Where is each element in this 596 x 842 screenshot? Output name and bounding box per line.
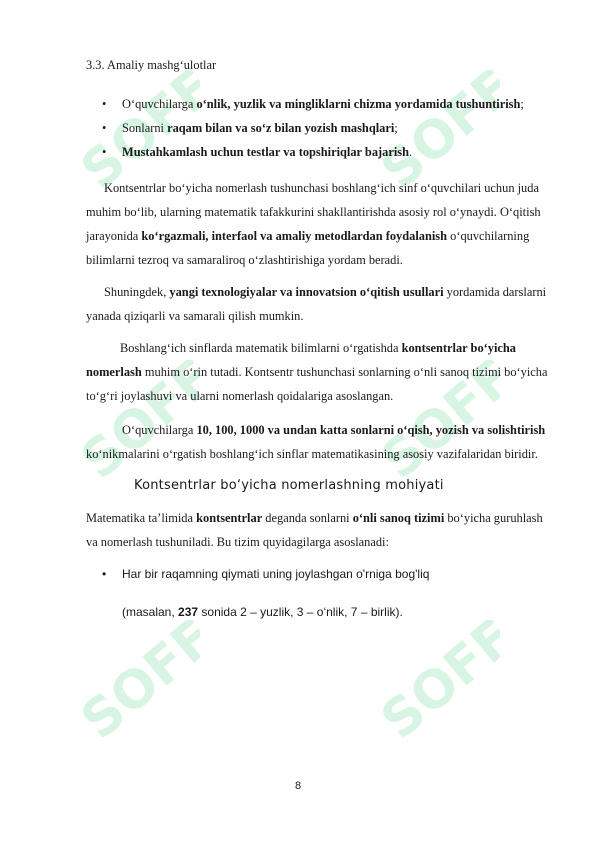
paragraph: Kontsentrlar bo‘yicha nomerlash tushunchasi boshlang‘ich sinf o‘quvchilari uchun juda muhim bo‘lib, ularning matematik tafakkurini shakllantirishda asosiy rol o‘ynaydi. O‘qitish jarayonida ko‘rgazmali, interfaol va amaliy metodlardan foydalanish o‘quvchilarning bilimlarni tezroq va samaraliroq o‘zlashtirishiga yordam beradi. [86,181,541,267]
example-line: (masalan, 237 sonida 2 – yuzlik, 3 – o‘nlik, 7 – birlik). [122,605,403,619]
list-item: • Sonlarni raqam bilan va so‘z bilan yozish mashqlari; [86,116,552,140]
watermark-text: SOFF [380,360,500,492]
watermark-logo [80,620,200,770]
watermark-text: SOFF [80,70,200,202]
section-heading: 3.3. Amaliy mashg‘ulotlar [86,58,217,72]
subsection-title: Kontsentrlar bo‘yicha nomerlashning mohiyati [134,478,444,493]
paragraph: Shuningdek, yangi texnologiyalar va innovatsion o‘qitish usullari yordamida darslarni yanada qiziqarli va samarali qilish mumkin. [86,285,547,323]
bullet-icon: • [102,145,107,159]
list-item: • Har bir raqamning qiymati uning joylashgan o'rniga bog'liq [86,564,552,584]
watermark-text: SOFF [380,70,500,202]
page-number: 8 [294,780,302,792]
watermark-text: SOFF [80,620,200,752]
bullet-list [86,92,552,164]
paragraph: Matematika ta’limida kontsentrlar deganda sonlarni o‘nli sanoq tizimi bo‘yicha guruhlash va nomerlash tushuniladi. Bu tizim quyidagilarga asoslanadi: [86,511,543,549]
page-content [86,56,552,622]
paragraph: O‘quvchilarga 10, 100, 1000 va undan katta sonlarni o‘qish, yozish va solishtirish ko‘nikmalarini o‘rgatish boshlang‘ich sinflar matematikasining asosiy vazifalaridan biridir. [86,423,546,461]
bullet-icon: • [102,121,107,135]
watermark-logo [380,620,500,770]
watermark-text: SOFF [80,360,200,492]
watermark-text: SOFF [380,620,500,752]
list-item: • O‘quvchilarga o‘nlik, yuzlik va mingliklarni chizma yordamida tushuntirish; [86,92,552,116]
paragraph: Boshlang‘ich sinflarda matematik bilimlarni o‘rgatishda kontsentrlar bo‘yicha nomerlash muhim o‘rin tutadi. Kontsentr tushunchasi sonlarning o‘nli sanoq tizimi bo‘yicha to‘g‘ri joylashuvi va ularni nomerlash qoidalariga asoslangan. [86,341,548,403]
list-item: • Mustahkamlash uchun testlar va topshiriqlar bajarish. [86,140,552,164]
bullet-icon: • [102,97,107,111]
bullet-icon: • [102,567,107,581]
